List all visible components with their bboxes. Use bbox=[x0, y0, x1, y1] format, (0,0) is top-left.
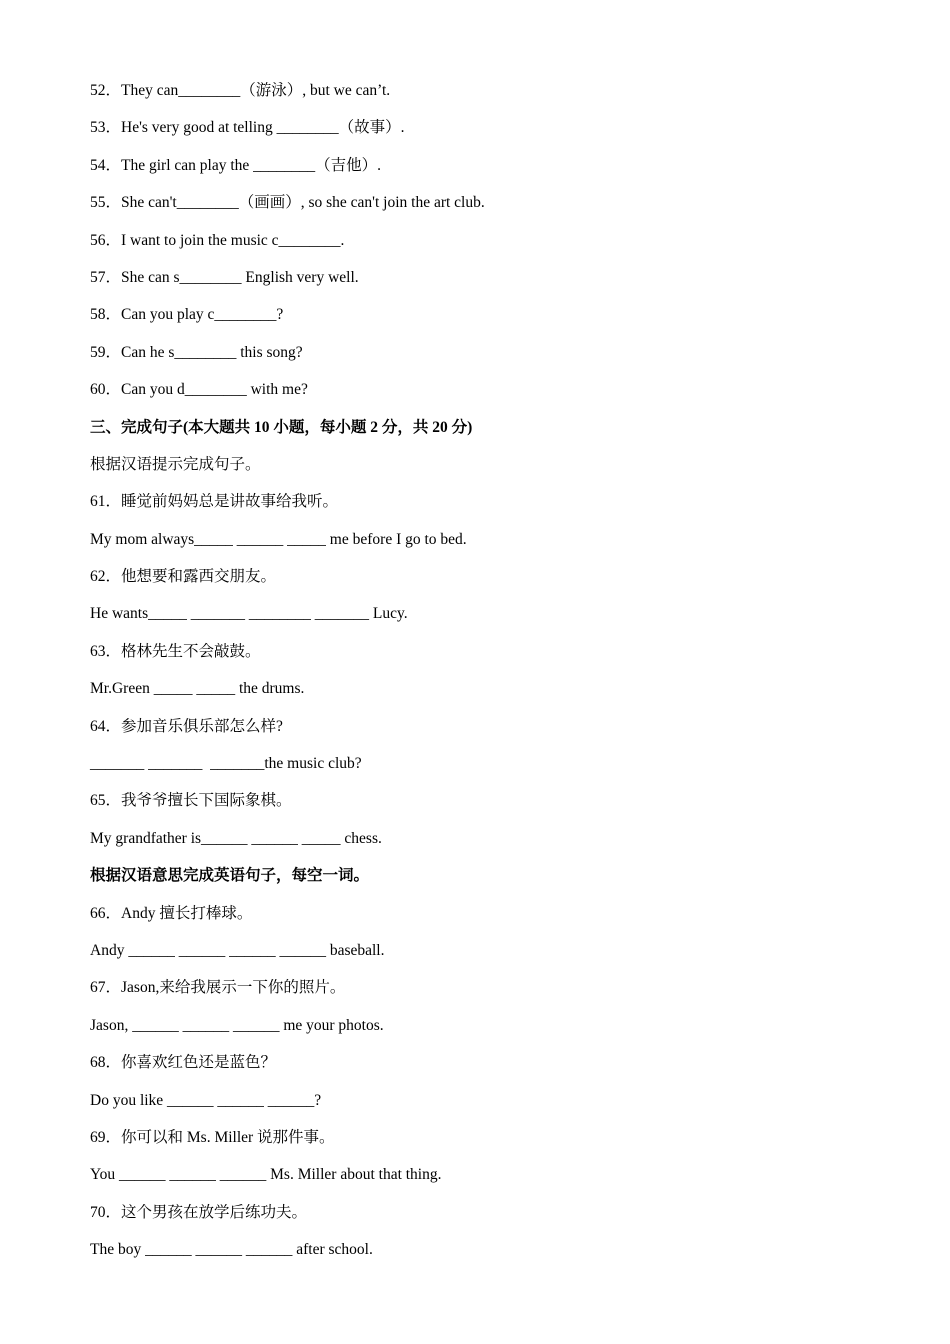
question-56: 56．I want to join the music c________. bbox=[90, 231, 345, 249]
question-70-sentence: The boy ______ ______ ______ after school. bbox=[90, 1241, 373, 1259]
question-54: 54．The girl can play the ________（吉他）. bbox=[90, 156, 382, 174]
question-68-sentence: Do you like ______ ______ ______? bbox=[90, 1091, 322, 1109]
section-instruction: 根据汉语提示完成句子。 bbox=[90, 455, 261, 473]
question-65-sentence: My grandfather is______ ______ _____ chess. bbox=[90, 829, 382, 847]
question-52: 52．They can________（游泳）, but we can’t. bbox=[90, 82, 391, 99]
question-65-prompt: 65．我爷爷擅长下国际象棋。 bbox=[90, 792, 292, 810]
question-70-prompt: 70．这个男孩在放学后练功夫。 bbox=[90, 1203, 308, 1221]
document-page bbox=[90, 78, 890, 1275]
question-68-prompt: 68．你喜欢红色还是蓝色？ bbox=[90, 1054, 277, 1072]
question-66-prompt: 66．Andy 擅长打棒球。 bbox=[90, 904, 253, 922]
question-61-sentence: My mom always_____ ______ _____ me before I go to bed. bbox=[90, 530, 467, 548]
subsection-instruction: 根据汉语意思完成英语句子，每空一词。 bbox=[90, 867, 370, 885]
question-69-sentence: You ______ ______ ______ Ms. Miller about that thing. bbox=[90, 1166, 442, 1184]
question-64-sentence: _______ _______ _______the music club? bbox=[90, 755, 362, 773]
question-61-prompt: 61．睡觉前妈妈总是讲故事给我听。 bbox=[90, 493, 339, 511]
question-67-prompt: 67．Jason,来给我展示一下你的照片。 bbox=[90, 979, 346, 997]
question-53: 53．He's very good at telling ________（故事）. bbox=[90, 119, 405, 137]
question-60: 60．Can you d________ with me? bbox=[90, 381, 308, 399]
question-58: 58．Can you play c________? bbox=[90, 306, 284, 324]
question-55: 55．She can't________（画画）, so she can't join the art club. bbox=[90, 194, 485, 212]
question-62-sentence: He wants_____ _______ ________ _______ Lucy. bbox=[90, 605, 408, 623]
question-69-prompt: 69．你可以和 Ms. Miller 说那件事。 bbox=[90, 1128, 335, 1146]
question-64-prompt: 64．参加音乐俱乐部怎么样? bbox=[90, 717, 283, 735]
question-57: 57．She can s________ English very well. bbox=[90, 268, 359, 286]
question-66-sentence: Andy ______ ______ ______ ______ baseball. bbox=[90, 941, 385, 959]
question-63-prompt: 63．格林先生不会敲鼓。 bbox=[90, 642, 261, 660]
question-62-prompt: 62．他想要和露西交朋友。 bbox=[90, 568, 277, 586]
question-67-sentence: Jason, ______ ______ ______ me your photos. bbox=[90, 1016, 384, 1034]
section-heading: 三、完成句子(本大题共 10 小题，每小题 2 分，共 20 分) bbox=[90, 418, 473, 436]
question-59: 59．Can he s________ this song? bbox=[90, 343, 303, 361]
question-63-sentence: Mr.Green _____ _____ the drums. bbox=[90, 680, 305, 698]
